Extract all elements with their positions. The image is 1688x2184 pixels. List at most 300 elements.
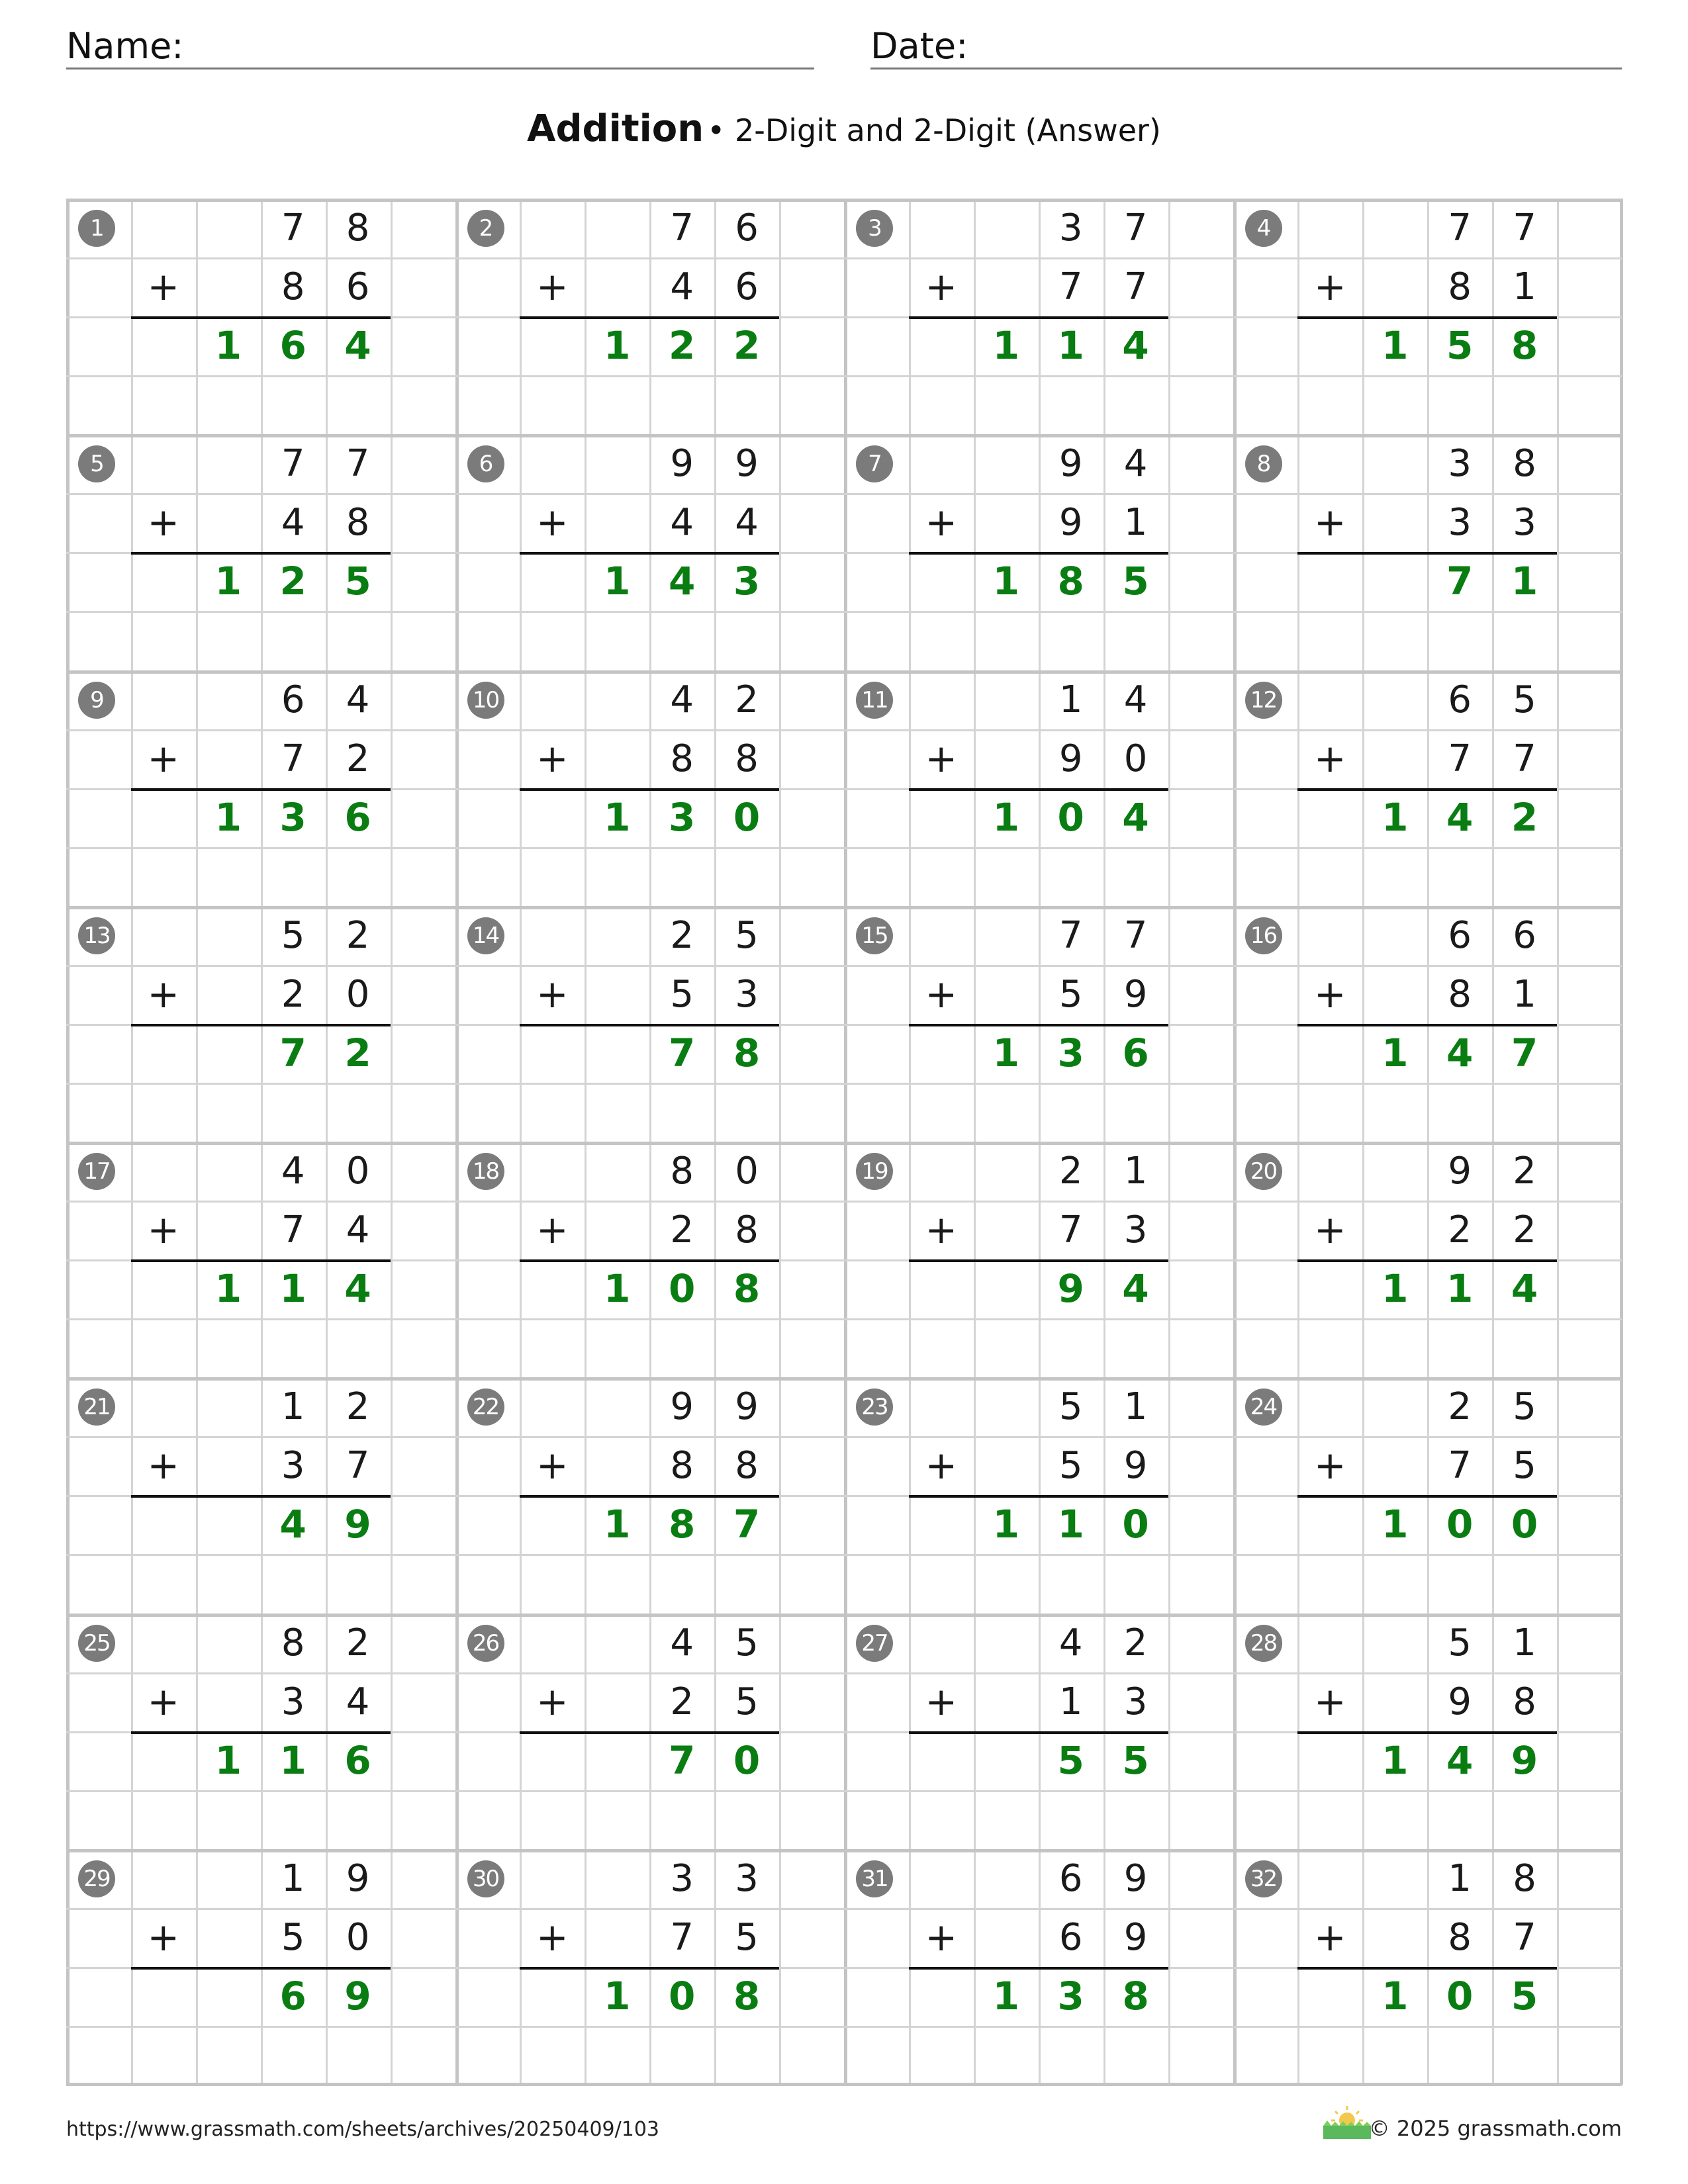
problem-26 (455, 1614, 845, 1849)
sum-line (131, 552, 391, 555)
sum-line (131, 788, 391, 791)
addend-top-digit: 5 (1448, 1621, 1472, 1664)
sum-line (520, 1259, 779, 1262)
addend-top-digit: 1 (1123, 1385, 1148, 1429)
plus-sign: + (536, 264, 569, 310)
sum-line (520, 1731, 779, 1734)
plus-sign: + (925, 1914, 958, 1960)
answer-digit: 4 (669, 559, 696, 604)
plus-sign: + (147, 1678, 180, 1724)
problem-number-badge: 10 (467, 682, 504, 719)
addend-top-digit: 9 (735, 442, 759, 486)
answer-digit: 6 (279, 1973, 306, 2019)
answer-digit: 1 (1511, 559, 1538, 604)
answer-digit: 7 (1511, 1030, 1538, 1075)
addend-bottom-digit: 5 (281, 1915, 305, 1959)
problem-number-badge: 31 (856, 1860, 893, 1897)
answer-digit: 5 (344, 559, 371, 604)
problem-22 (455, 1377, 845, 1613)
addend-top-digit: 7 (1123, 913, 1148, 957)
addend-bottom-digit: 3 (281, 1444, 305, 1488)
problem-28 (1233, 1614, 1622, 1849)
addend-top-digit: 9 (670, 1385, 694, 1429)
footer-copyright: © 2025 grassmath.com (1368, 2116, 1622, 2141)
plus-sign: + (536, 1207, 569, 1253)
addend-bottom-digit: 2 (1513, 1208, 1536, 1252)
sum-line (131, 1259, 391, 1262)
problem-14 (455, 906, 845, 1142)
addend-bottom-digit: 7 (1513, 1915, 1536, 1959)
plus-sign: + (1314, 264, 1346, 310)
problem-number-badge: 19 (856, 1153, 893, 1190)
answer-digit: 4 (1122, 323, 1149, 369)
plus-sign: + (536, 1443, 569, 1488)
addend-bottom-digit: 4 (346, 1680, 370, 1723)
addend-top-digit: 3 (670, 1856, 694, 1900)
plus-sign: + (1314, 1443, 1346, 1488)
problem-5 (66, 434, 455, 670)
addend-top-digit: 8 (346, 206, 370, 250)
answer-digit: 1 (604, 1973, 631, 2019)
addend-bottom-digit: 9 (1058, 501, 1083, 545)
addend-top-digit: 5 (735, 1621, 759, 1664)
addend-bottom-digit: 9 (1058, 737, 1083, 780)
addend-top-digit: 8 (281, 1621, 305, 1664)
answer-digit: 2 (1511, 794, 1538, 840)
addend-bottom-digit: 7 (1058, 265, 1083, 309)
sum-line (520, 788, 779, 791)
addend-bottom-digit: 8 (346, 501, 370, 545)
answer-digit: 3 (279, 794, 306, 840)
addend-bottom-digit: 0 (346, 972, 370, 1016)
plus-sign: + (925, 500, 958, 545)
answer-digit: 4 (1122, 1266, 1149, 1312)
problem-number-badge: 9 (78, 682, 115, 719)
sum-line (1297, 552, 1557, 555)
problem-1 (66, 199, 455, 434)
answer-digit: 2 (279, 559, 306, 604)
answer-digit: 7 (669, 1030, 696, 1075)
answer-digit: 5 (1122, 1737, 1149, 1783)
problem-number-badge: 30 (467, 1860, 504, 1897)
addend-top-digit: 7 (346, 442, 370, 486)
date-line[interactable] (870, 68, 1622, 69)
answer-digit: 8 (1057, 559, 1084, 604)
answer-digit: 9 (344, 1973, 371, 2019)
addend-bottom-digit: 8 (1513, 1680, 1536, 1723)
plus-sign: + (1314, 735, 1346, 781)
title-sub: • 2-Digit and 2-Digit (Answer) (707, 113, 1161, 148)
addend-top-digit: 7 (1513, 206, 1536, 250)
sum-line (909, 1024, 1168, 1026)
addend-bottom-digit: 7 (1448, 737, 1472, 780)
answer-digit: 4 (1122, 794, 1149, 840)
addend-bottom-digit: 8 (735, 1444, 759, 1488)
answer-digit: 9 (344, 1502, 371, 1547)
problem-number-badge: 32 (1245, 1860, 1282, 1897)
answer-digit: 9 (1057, 1266, 1084, 1312)
answer-digit: 1 (214, 1266, 242, 1312)
addend-top-digit: 5 (1058, 1385, 1083, 1429)
problem-number-badge: 27 (856, 1625, 893, 1662)
answer-digit: 4 (1446, 1030, 1474, 1075)
problem-number-badge: 6 (467, 445, 504, 482)
addend-top-digit: 4 (1123, 442, 1148, 486)
answer-digit: 1 (1382, 1502, 1409, 1547)
addend-bottom-digit: 1 (1123, 501, 1148, 545)
addend-bottom-digit: 1 (1513, 265, 1536, 309)
addend-top-digit: 4 (670, 1621, 694, 1664)
problem-9 (66, 670, 455, 906)
addend-top-digit: 4 (670, 678, 694, 721)
addend-top-digit: 7 (670, 206, 694, 250)
problem-number-badge: 28 (1245, 1625, 1282, 1662)
answer-digit: 0 (733, 1737, 761, 1783)
answer-digit: 2 (669, 323, 696, 369)
date-label: Date: (870, 25, 968, 67)
addend-bottom-digit: 3 (1448, 501, 1472, 545)
addend-bottom-digit: 3 (1123, 1208, 1148, 1252)
addend-top-digit: 6 (1058, 1856, 1083, 1900)
problem-19 (844, 1142, 1233, 1377)
answer-digit: 6 (1122, 1030, 1149, 1075)
plus-sign: + (536, 1914, 569, 1960)
problem-10 (455, 670, 845, 906)
problem-29 (66, 1849, 455, 2085)
answer-digit: 1 (604, 559, 631, 604)
answer-digit: 3 (669, 794, 696, 840)
addend-top-digit: 9 (346, 1856, 370, 1900)
plus-sign: + (925, 1443, 958, 1488)
sum-line (131, 316, 391, 319)
addend-bottom-digit: 8 (735, 737, 759, 780)
answer-digit: 1 (992, 559, 1019, 604)
problem-number-badge: 13 (78, 917, 115, 954)
problem-32 (1233, 1849, 1622, 2085)
answer-digit: 1 (992, 323, 1019, 369)
addend-bottom-digit: 8 (670, 737, 694, 780)
addend-top-digit: 9 (1448, 1150, 1472, 1193)
answer-digit: 0 (1122, 1502, 1149, 1547)
answer-digit: 1 (1382, 1030, 1409, 1075)
answer-digit: 4 (344, 1266, 371, 1312)
problem-number-badge: 15 (856, 917, 893, 954)
answer-digit: 7 (669, 1737, 696, 1783)
problem-number-badge: 7 (856, 445, 893, 482)
sum-line (1297, 1495, 1557, 1498)
addend-bottom-digit: 3 (1513, 501, 1536, 545)
addend-bottom-digit: 5 (735, 1915, 759, 1959)
answer-digit: 4 (1511, 1266, 1538, 1312)
problem-17 (66, 1142, 455, 1377)
answer-digit: 5 (1057, 1737, 1084, 1783)
problem-12 (1233, 670, 1622, 906)
answer-digit: 4 (279, 1502, 306, 1547)
addend-bottom-digit: 9 (1123, 972, 1148, 1016)
answer-digit: 1 (992, 1030, 1019, 1075)
addend-bottom-digit: 0 (346, 1915, 370, 1959)
problem-16 (1233, 906, 1622, 1142)
sum-line (909, 316, 1168, 319)
addend-bottom-digit: 4 (346, 1208, 370, 1252)
addend-top-digit: 3 (1448, 442, 1472, 486)
problem-number-badge: 26 (467, 1625, 504, 1662)
addend-top-digit: 2 (735, 678, 759, 721)
answer-digit: 0 (669, 1266, 696, 1312)
addend-top-digit: 4 (346, 678, 370, 721)
addend-bottom-digit: 4 (670, 265, 694, 309)
addend-top-digit: 6 (1448, 913, 1472, 957)
answer-digit: 3 (1057, 1030, 1084, 1075)
problem-3 (844, 199, 1233, 434)
name-line[interactable] (66, 68, 814, 69)
answer-digit: 5 (1511, 1973, 1538, 2019)
sum-line (131, 1024, 391, 1026)
answer-digit: 0 (1511, 1502, 1538, 1547)
sum-line (1297, 788, 1557, 791)
addend-top-digit: 2 (346, 1621, 370, 1664)
addend-top-digit: 3 (1058, 206, 1083, 250)
addend-top-digit: 5 (1513, 1385, 1536, 1429)
addend-top-digit: 7 (281, 442, 305, 486)
sum-line (131, 1731, 391, 1734)
plus-sign: + (147, 1443, 180, 1488)
answer-digit: 1 (1057, 1502, 1084, 1547)
addend-top-digit: 1 (281, 1385, 305, 1429)
problem-number-badge: 24 (1245, 1388, 1282, 1426)
addend-bottom-digit: 6 (1058, 1915, 1083, 1959)
addend-bottom-digit: 2 (670, 1208, 694, 1252)
answer-digit: 8 (733, 1030, 761, 1075)
plus-sign: + (1314, 500, 1346, 545)
answer-digit: 1 (1446, 1266, 1474, 1312)
sum-line (1297, 1259, 1557, 1262)
sum-line (1297, 316, 1557, 319)
problem-number-badge: 8 (1245, 445, 1282, 482)
answer-digit: 8 (733, 1266, 761, 1312)
answer-digit: 1 (214, 559, 242, 604)
addend-bottom-digit: 1 (1513, 972, 1536, 1016)
addend-bottom-digit: 5 (670, 972, 694, 1016)
problem-number-badge: 14 (467, 917, 504, 954)
addend-top-digit: 9 (1123, 1856, 1148, 1900)
problem-23 (844, 1377, 1233, 1613)
answer-digit: 4 (344, 323, 371, 369)
addend-top-digit: 9 (1058, 442, 1083, 486)
problem-number-badge: 23 (856, 1388, 893, 1426)
addend-top-digit: 0 (346, 1150, 370, 1193)
plus-sign: + (925, 264, 958, 310)
addend-bottom-digit: 3 (1123, 1680, 1148, 1723)
answer-digit: 4 (1446, 794, 1474, 840)
sum-line (1297, 1731, 1557, 1734)
problem-number-badge: 17 (78, 1153, 115, 1190)
addend-bottom-digit: 5 (1058, 972, 1083, 1016)
problem-25 (66, 1614, 455, 1849)
addend-bottom-digit: 4 (281, 501, 305, 545)
problem-27 (844, 1614, 1233, 1849)
problem-number-badge: 29 (78, 1860, 115, 1897)
addend-top-digit: 2 (1123, 1621, 1148, 1664)
plus-sign: + (147, 500, 180, 545)
problem-number-badge: 2 (467, 210, 504, 247)
answer-digit: 1 (1382, 1266, 1409, 1312)
problem-8 (1233, 434, 1622, 670)
addend-top-digit: 3 (735, 1856, 759, 1900)
answer-digit: 0 (733, 794, 761, 840)
addend-top-digit: 7 (1123, 206, 1148, 250)
addend-bottom-digit: 6 (346, 265, 370, 309)
problem-number-badge: 20 (1245, 1153, 1282, 1190)
answer-digit: 7 (279, 1030, 306, 1075)
addend-top-digit: 0 (735, 1150, 759, 1193)
answer-digit: 8 (669, 1502, 696, 1547)
addend-bottom-digit: 0 (1123, 737, 1148, 780)
addend-top-digit: 7 (1058, 913, 1083, 957)
problem-number-badge: 25 (78, 1625, 115, 1662)
answer-digit: 1 (214, 1737, 242, 1783)
addend-top-digit: 6 (1513, 913, 1536, 957)
addend-bottom-digit: 7 (346, 1444, 370, 1488)
problem-number-badge: 3 (856, 210, 893, 247)
plus-sign: + (925, 1207, 958, 1253)
sum-line (520, 316, 779, 319)
answer-digit: 1 (1382, 1973, 1409, 2019)
addend-bottom-digit: 9 (1123, 1444, 1148, 1488)
sum-line (909, 788, 1168, 791)
plus-sign: + (1314, 971, 1346, 1017)
problem-number-badge: 4 (1245, 210, 1282, 247)
answer-digit: 4 (1446, 1737, 1474, 1783)
answer-digit: 8 (1511, 323, 1538, 369)
answer-digit: 8 (1122, 1973, 1149, 2019)
plus-sign: + (925, 735, 958, 781)
problem-20 (1233, 1142, 1622, 1377)
addend-top-digit: 5 (735, 913, 759, 957)
problem-7 (844, 434, 1233, 670)
addend-bottom-digit: 8 (1448, 265, 1472, 309)
problem-number-badge: 1 (78, 210, 115, 247)
addend-top-digit: 2 (346, 1385, 370, 1429)
problem-number-badge: 18 (467, 1153, 504, 1190)
answer-digit: 1 (1382, 1737, 1409, 1783)
addend-bottom-digit: 4 (735, 501, 759, 545)
answer-digit: 7 (1446, 559, 1474, 604)
addend-top-digit: 7 (281, 206, 305, 250)
addend-bottom-digit: 9 (1448, 1680, 1472, 1723)
addend-top-digit: 5 (1513, 678, 1536, 721)
answer-digit: 1 (279, 1737, 306, 1783)
addend-bottom-digit: 7 (670, 1915, 694, 1959)
addend-top-digit: 1 (1513, 1621, 1536, 1664)
addend-top-digit: 1 (1123, 1150, 1148, 1193)
page-title (0, 106, 1688, 161)
addend-bottom-digit: 2 (281, 972, 305, 1016)
sum-line (909, 1495, 1168, 1498)
addend-bottom-digit: 3 (735, 972, 759, 1016)
addend-bottom-digit: 2 (670, 1680, 694, 1723)
addend-top-digit: 6 (735, 206, 759, 250)
addend-top-digit: 2 (1448, 1385, 1472, 1429)
answer-digit: 1 (604, 323, 631, 369)
problem-18 (455, 1142, 845, 1377)
answer-digit: 0 (669, 1973, 696, 2019)
addend-bottom-digit: 5 (735, 1680, 759, 1723)
answer-digit: 9 (1511, 1737, 1538, 1783)
addend-bottom-digit: 7 (281, 1208, 305, 1252)
grass-sun-logo-icon (1321, 2103, 1374, 2140)
plus-sign: + (1314, 1678, 1346, 1724)
problem-30 (455, 1849, 845, 2085)
addend-bottom-digit: 9 (1123, 1915, 1148, 1959)
sum-line (909, 1259, 1168, 1262)
addend-bottom-digit: 7 (1058, 1208, 1083, 1252)
addend-bottom-digit: 8 (1448, 1915, 1472, 1959)
problem-number-badge: 22 (467, 1388, 504, 1426)
addend-top-digit: 5 (281, 913, 305, 957)
sum-line (520, 1024, 779, 1026)
answer-digit: 0 (1057, 794, 1084, 840)
plus-sign: + (536, 735, 569, 781)
sum-line (909, 1731, 1168, 1734)
plus-sign: + (147, 264, 180, 310)
answer-digit: 3 (1057, 1973, 1084, 2019)
addend-bottom-digit: 8 (670, 1444, 694, 1488)
plus-sign: + (1314, 1207, 1346, 1253)
addend-bottom-digit: 5 (1513, 1444, 1536, 1488)
sum-line (520, 1495, 779, 1498)
addend-bottom-digit: 8 (281, 265, 305, 309)
addend-top-digit: 2 (1058, 1150, 1083, 1193)
addend-bottom-digit: 6 (735, 265, 759, 309)
answer-digit: 0 (1446, 1973, 1474, 2019)
plus-sign: + (536, 971, 569, 1017)
plus-sign: + (147, 971, 180, 1017)
addend-top-digit: 4 (281, 1150, 305, 1193)
sum-line (1297, 1024, 1557, 1026)
plus-sign: + (147, 735, 180, 781)
plus-sign: + (147, 1207, 180, 1253)
answer-digit: 1 (992, 1973, 1019, 2019)
answer-digit: 1 (604, 794, 631, 840)
addend-bottom-digit: 3 (281, 1680, 305, 1723)
plus-sign: + (925, 971, 958, 1017)
answer-digit: 8 (733, 1973, 761, 2019)
problem-24 (1233, 1377, 1622, 1613)
answer-digit: 1 (1382, 794, 1409, 840)
problem-15 (844, 906, 1233, 1142)
problem-4 (1233, 199, 1622, 434)
answer-digit: 1 (214, 794, 242, 840)
name-label: Name: (66, 25, 184, 67)
plus-sign: + (925, 1678, 958, 1724)
answer-digit: 1 (604, 1502, 631, 1547)
addend-top-digit: 7 (1448, 206, 1472, 250)
footer-url[interactable]: https://www.grassmath.com/sheets/archives/20250409/103 (66, 2118, 660, 2141)
answer-digit: 1 (279, 1266, 306, 1312)
addend-top-digit: 1 (1058, 678, 1083, 721)
addend-bottom-digit: 8 (735, 1208, 759, 1252)
addend-top-digit: 8 (1513, 442, 1536, 486)
addend-bottom-digit: 2 (1448, 1208, 1472, 1252)
problem-number-badge: 5 (78, 445, 115, 482)
addend-top-digit: 4 (1058, 1621, 1083, 1664)
addend-top-digit: 6 (281, 678, 305, 721)
sum-line (909, 552, 1168, 555)
addend-top-digit: 8 (1513, 1856, 1536, 1900)
problem-11 (844, 670, 1233, 906)
plus-sign: + (1314, 1914, 1346, 1960)
